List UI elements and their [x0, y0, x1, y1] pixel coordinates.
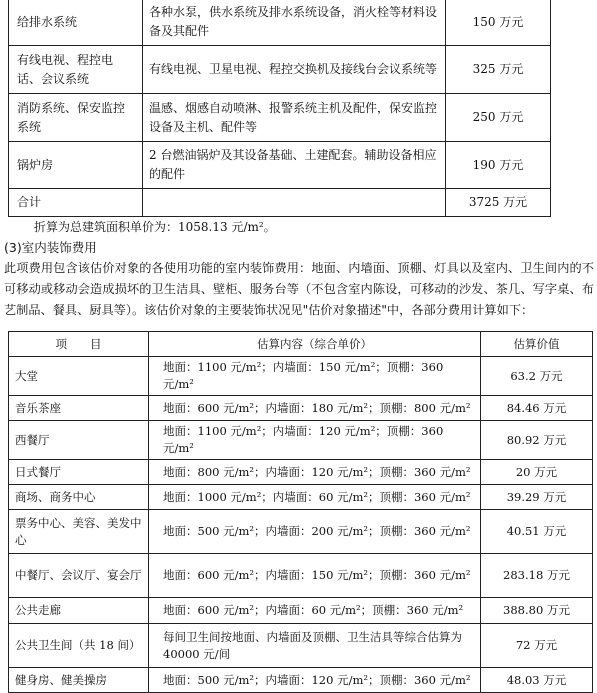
row-name: 日式餐厅: [9, 460, 149, 485]
item-value: 150 万元: [446, 0, 551, 46]
row-value: 48.03 万元: [481, 668, 593, 693]
item-name: 消防系统、保安监控系统: [9, 94, 143, 142]
table-row: [9, 46, 551, 94]
decoration-cost-table: [8, 331, 593, 693]
table-row: [9, 668, 593, 693]
cost-table-top: [8, 0, 551, 217]
row-name: 公共卫生间（共 18 间）: [9, 624, 149, 668]
row-name: 商场、商务中心: [9, 485, 149, 510]
row-value: 63.2 万元: [481, 357, 593, 396]
total-label: 合计: [9, 189, 143, 217]
row-value: 72 万元: [481, 624, 593, 668]
row-value: 388.80 万元: [481, 598, 593, 624]
row-name: 中餐厅、会议厅、宴会厅: [9, 554, 149, 598]
total-value: 3725 万元: [446, 189, 551, 217]
table-row: [9, 94, 551, 142]
item-name: 给排水系统: [9, 0, 143, 46]
row-detail: 地面：1000 元/m²；内墙面：60 元/m²；顶棚：360 元/m²: [149, 485, 481, 510]
header-item: 项 目: [9, 332, 149, 357]
table-row: [9, 598, 593, 624]
table-row: [9, 554, 593, 598]
row-detail: 每间卫生间按地面、内墙面及顶棚、卫生洁具等综合估算为 40000 元/间: [149, 624, 481, 668]
item-value: 190 万元: [446, 142, 551, 189]
row-name: 西餐厅: [9, 421, 149, 460]
row-name: 大堂: [9, 357, 149, 396]
row-name: 音乐茶座: [9, 396, 149, 421]
table-row: [9, 485, 593, 510]
row-value: 80.92 万元: [481, 421, 593, 460]
header-content: 估算内容（综合单价）: [149, 332, 481, 357]
table-row: [9, 510, 593, 554]
section-heading: (3)室内装饰费用: [4, 240, 97, 255]
row-detail: 地面：500 元/m²；内墙面：120 元/m²；顶棚：360 元/m²: [149, 668, 481, 693]
item-description: 各种水泵，供水系统及排水系统设备，消火栓等材料设备及其配件: [143, 0, 446, 46]
row-detail: 地面：1100 元/m²；内墙面：150 元/m²；顶棚：360 元/m²: [149, 357, 481, 396]
item-description: 2 台燃油锅炉及其设备基础、土建配套。辅助设备相应的配件: [143, 142, 446, 189]
row-detail: 地面：600 元/m²；内墙面：60 元/m²；顶棚：360 元/m²: [149, 598, 481, 624]
total-empty-cell: [143, 189, 446, 217]
unit-price-note: 折算为总建筑面积单价为：1058.13 元/m²。: [34, 220, 276, 234]
row-name: 健身房、健美操房: [9, 668, 149, 693]
row-value: 84.46 万元: [481, 396, 593, 421]
table-row: [9, 142, 551, 189]
row-detail: 地面：500 元/m²；内墙面：200 元/m²；顶棚：360 元/m²: [149, 510, 481, 554]
item-value: 250 万元: [446, 94, 551, 142]
row-detail: 地面：600 元/m²；内墙面：180 元/m²；顶棚：800 元/m²: [149, 396, 481, 421]
row-detail: 地面：800 元/m²；内墙面：120 元/m²；顶棚：360 元/m²: [149, 460, 481, 485]
row-name: 公共走廊: [9, 598, 149, 624]
table-row: [9, 624, 593, 668]
table-row: [9, 421, 593, 460]
row-detail: 地面：1100 元/m²；内墙面：120 元/m²；顶棚：360 元/m²: [149, 421, 481, 460]
total-row: [9, 189, 551, 217]
table-row: [9, 0, 551, 46]
row-value: 40.51 万元: [481, 510, 593, 554]
item-value: 325 万元: [446, 46, 551, 94]
item-description: 温感、烟感自动喷淋、报警系统主机及配件，保安监控设备及主机、配件等: [143, 94, 446, 142]
row-name: 票务中心、美容、美发中心: [9, 510, 149, 554]
item-description: 有线电视、卫星电视、程控交换机及接线台会议系统等: [143, 46, 446, 94]
header-value: 估算价值: [481, 332, 593, 357]
item-name: 有线电视、程控电话、会议系统: [9, 46, 143, 94]
table-row: [9, 357, 593, 396]
table-row: [9, 460, 593, 485]
section-paragraph: 此项费用包含该估价对象的各使用功能的室内装饰费用：地面、内墙面、顶棚、灯具以及室内、卫生间内的不可移动或移动会造成损坏的卫生洁具、壁柜、服务台等（不包含室内陈设，可移动的沙发、茶几、写字桌、布艺制品、餐具、厨具等）。该估价对象的主要装饰状况见"估价对象描述"中，各部分费用计算如下：: [4, 261, 594, 317]
row-value: 39.29 万元: [481, 485, 593, 510]
table-header-row: [9, 332, 593, 357]
row-detail: 地面：600 元/m²；内墙面：150 元/m²；顶棚：360 元/m²: [149, 554, 481, 598]
row-value: 20 万元: [481, 460, 593, 485]
row-value: 283.18 万元: [481, 554, 593, 598]
item-name: 锅炉房: [9, 142, 143, 189]
table-row: [9, 396, 593, 421]
